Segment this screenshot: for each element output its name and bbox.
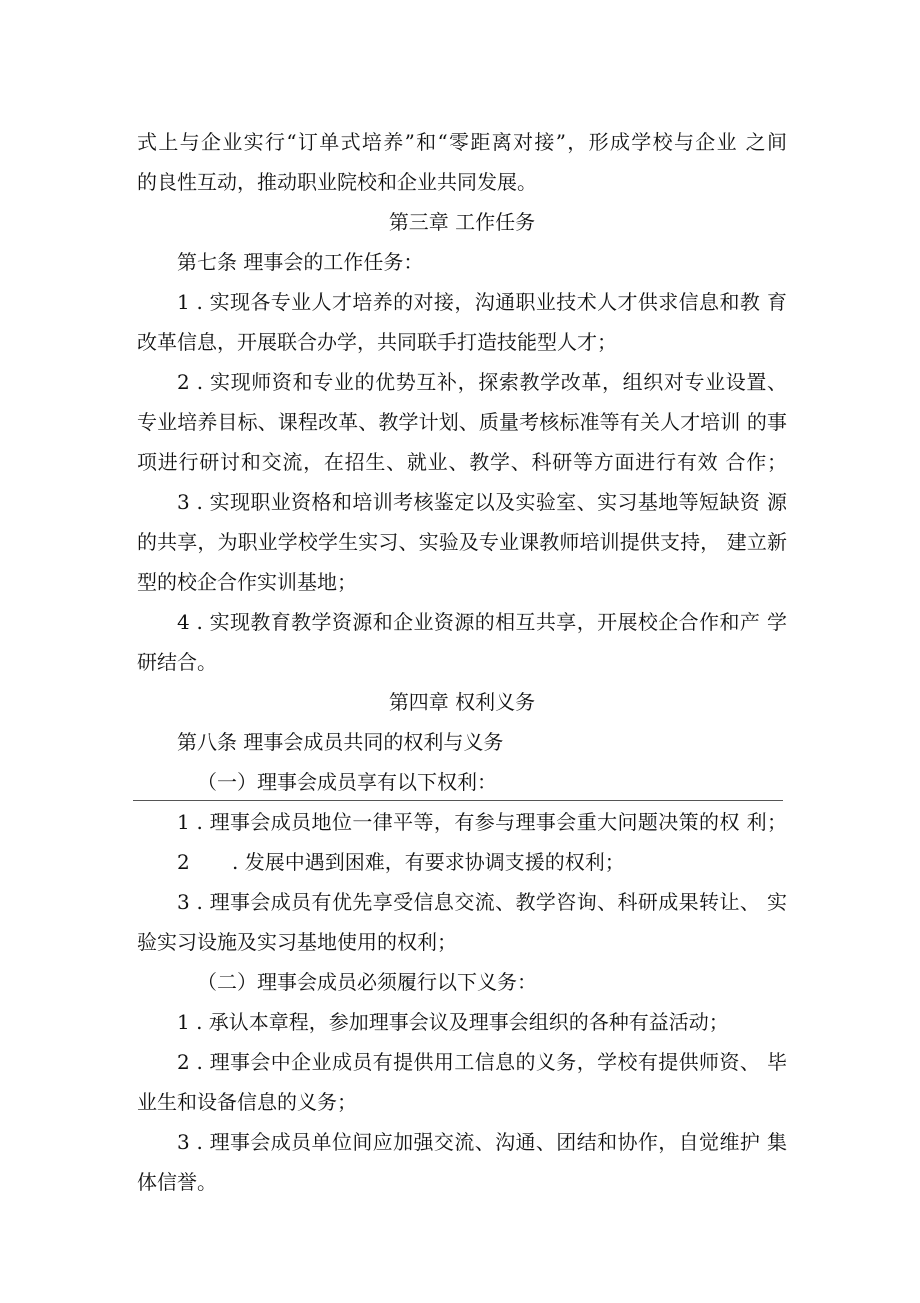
paragraph-line: 的共享，为职业学校学生实习、实验及专业课教师培训提供支持， 建立新 <box>137 530 787 554</box>
paragraph-line: 式上与企业实行“订单式培养”和“零距离对接”，形成学校与企业 之间 <box>137 130 787 154</box>
list-item-line: 1 . 理事会成员地位一律平等，有参与理事会重大问题决策的权 利； <box>177 810 787 834</box>
list-item-line: 1 . 实现各专业人才培养的对接，沟通职业技术人才供求信息和教 育 <box>177 290 787 314</box>
list-item-line: 4 . 实现教育教学资源和企业资源的相互共享，开展校企合作和产 学 <box>177 610 787 634</box>
paragraph-line: 专业培养目标、课程改革、教学计划、质量考核标准等有关人才培训 的事 <box>137 410 787 434</box>
list-item-number: 2 <box>177 850 190 874</box>
list-item-line: 2 . 理事会中企业成员有提供用工信息的义务，学校有提供师资、 毕 <box>177 1050 787 1074</box>
horizontal-rule <box>133 800 783 801</box>
list-item-line: 3 . 理事会成员有优先享受信息交流、教学咨询、科研成果转让、 实 <box>177 890 787 914</box>
paragraph-line: 改革信息，开展联合办学，共同联手打造技能型人才； <box>137 330 617 354</box>
paragraph-line: 项进行研讨和交流，在招生、就业、教学、科研等方面进行有效 合作； <box>137 450 787 474</box>
section-heading: （二）理事会成员必须履行以下义务： <box>197 970 537 994</box>
list-item-line: 3 . 理事会成员单位间应加强交流、沟通、团结和协作，自觉维护 集 <box>177 1130 787 1154</box>
article-heading: 第七条 理事会的工作任务： <box>177 250 424 274</box>
list-item-line: 2 . 实现师资和专业的优势互补，探索教学改革，组织对专业设置、 <box>177 370 787 394</box>
paragraph-line: 的良性互动，推动职业院校和企业共同发展。 <box>137 170 537 194</box>
paragraph-line: 验实习设施及实习基地使用的权利； <box>137 930 457 954</box>
chapter-heading: 第三章 工作任务 <box>388 210 536 234</box>
paragraph-line: 业生和设备信息的义务； <box>137 1090 357 1114</box>
paragraph-line: 研结合。 <box>137 650 217 674</box>
list-item-line <box>177 848 787 876</box>
list-item-line: 1 . 承认本章程，参加理事会议及理事会组织的各种有益活动； <box>177 1010 729 1034</box>
paragraph-line: 体信誉。 <box>137 1170 217 1194</box>
section-heading: （一）理事会成员享有以下权利： <box>197 770 497 794</box>
paragraph-line: 型的校企合作实训基地； <box>137 570 357 594</box>
article-heading: 第八条 理事会成员共同的权利与义务 <box>177 730 504 754</box>
chapter-heading: 第四章 权利义务 <box>388 690 536 714</box>
list-item-text: . 发展中遇到困难，有要求协调支援的权利； <box>232 850 625 874</box>
list-item-line: 3 . 实现职业资格和培训考核鉴定以及实验室、实习基地等短缺资 源 <box>177 490 787 514</box>
